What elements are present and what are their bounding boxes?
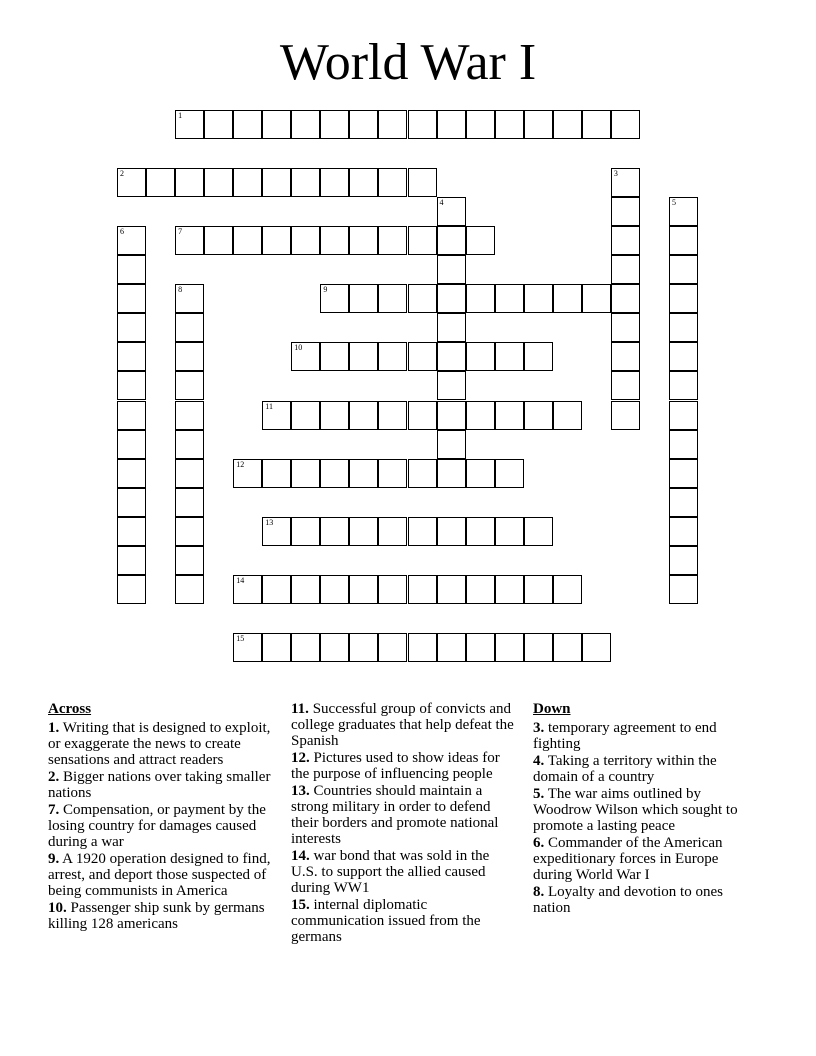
grid-cell[interactable] [437,430,466,459]
grid-cell[interactable] [553,401,582,430]
grid-cell[interactable] [378,633,407,662]
grid-cell[interactable] [466,459,495,488]
grid-cell[interactable] [611,197,640,226]
clue-item-text: internal diplomatic communication issued from the germans [291,897,481,945]
clue-item-number: 2. [48,769,60,785]
grid-cell[interactable] [437,401,466,430]
clue-item-number: 3. [533,720,545,736]
grid-cell[interactable] [117,371,146,400]
clue-number: 7 [178,227,183,237]
grid-cell[interactable] [117,517,146,546]
grid-cell[interactable] [437,255,466,284]
grid-cell[interactable] [582,284,611,313]
grid-cell[interactable] [175,168,204,197]
grid-cell[interactable] [669,313,698,342]
grid-cell[interactable] [611,110,640,139]
across-clue-list [48,720,280,932]
grid-cell[interactable] [320,342,349,371]
grid-cell[interactable] [291,633,320,662]
grid-cell[interactable] [378,517,407,546]
grid-cell[interactable] [233,168,262,197]
grid-cell[interactable] [669,575,698,604]
grid-cell[interactable] [233,459,262,488]
grid-cell[interactable] [146,168,175,197]
clue-number: 12 [236,459,245,469]
grid-cell[interactable] [437,284,466,313]
clue-item [48,720,280,768]
grid-cell[interactable] [175,371,204,400]
across-clues-column-continued [291,701,519,946]
grid-cell[interactable] [408,517,437,546]
clue-item-number: 8. [533,884,545,900]
grid-cell[interactable] [378,226,407,255]
grid-cell[interactable] [291,226,320,255]
clue-item-number: 13. [291,783,310,799]
grid-cell[interactable] [408,168,437,197]
grid-cell[interactable] [262,168,291,197]
clue-number: 15 [236,633,245,643]
grid-cell[interactable] [117,284,146,313]
grid-cell[interactable] [495,284,524,313]
clue-item [533,884,761,916]
grid-cell[interactable] [349,401,378,430]
grid-cell[interactable] [117,575,146,604]
clue-item-number: 11. [291,701,309,717]
grid-cell[interactable] [437,371,466,400]
clue-item-text: Countries should maintain a strong military in order to defend their borders and promote national interests [291,783,499,847]
across-heading: Across [48,701,92,717]
grid-cell[interactable] [291,401,320,430]
grid-cell[interactable] [669,401,698,430]
down-heading: Down [533,701,571,717]
grid-cell[interactable] [408,401,437,430]
grid-cell[interactable] [437,110,466,139]
grid-cell[interactable] [495,459,524,488]
clue-item-text: Taking a territory within the domain of a country [533,753,717,785]
grid-cell[interactable] [582,633,611,662]
grid-cell[interactable] [669,430,698,459]
clue-item [48,900,280,932]
grid-cell[interactable] [611,313,640,342]
grid-cell[interactable] [466,517,495,546]
clue-item-text: Compensation, or payment by the losing country for damages caused during a war [48,802,266,850]
grid-cell[interactable] [349,110,378,139]
grid-cell[interactable] [349,342,378,371]
clue-item [533,753,761,785]
grid-cell[interactable] [553,284,582,313]
grid-cell[interactable] [495,517,524,546]
clue-item [48,802,280,850]
grid-cell[interactable] [408,226,437,255]
clue-item [291,783,519,847]
grid-cell[interactable] [175,342,204,371]
grid-cell[interactable] [524,575,553,604]
clue-item-number: 5. [533,786,545,802]
clue-item-number: 9. [48,851,60,867]
grid-cell[interactable] [233,226,262,255]
grid-cell[interactable] [204,110,233,139]
grid-cell[interactable] [378,342,407,371]
clue-item [291,897,519,945]
grid-cell[interactable] [378,401,407,430]
grid-cell[interactable] [524,342,553,371]
clue-item-number: 7. [48,802,60,818]
grid-cell[interactable] [611,342,640,371]
grid-cell[interactable] [466,110,495,139]
grid-cell[interactable] [466,342,495,371]
clue-item-text: Commander of the American expeditionary forces in Europe during World War I [533,835,723,883]
clue-item-text: The war aims outlined by Woodrow Wilson which sought to promote a lasting peace [533,786,738,834]
clue-number: 5 [671,198,676,208]
grid-cell[interactable] [611,168,640,197]
grid-cell[interactable] [669,342,698,371]
clue-item-number: 10. [48,900,67,916]
clue-item [533,720,761,752]
clue-number: 10 [294,343,303,353]
clue-item-text: Writing that is designed to exploit, or exaggerate the news to create sensations and attract readers [48,720,271,768]
grid-cell[interactable] [175,430,204,459]
grid-cell[interactable] [262,459,291,488]
clue-item [533,835,761,883]
grid-cell[interactable] [320,517,349,546]
grid-cell[interactable] [466,284,495,313]
grid-cell[interactable] [291,459,320,488]
grid-cell[interactable] [349,575,378,604]
grid-cell[interactable] [175,226,204,255]
grid-cell[interactable] [408,110,437,139]
grid-cell[interactable] [466,575,495,604]
grid-cell[interactable] [117,313,146,342]
clue-item-text: Bigger nations over taking smaller nations [48,769,271,801]
clue-item-text: Pictures used to show ideas for the purpose of influencing people [291,750,500,782]
clue-item [291,750,519,782]
grid-cell[interactable] [408,633,437,662]
grid-cell[interactable] [495,342,524,371]
grid-cell[interactable] [175,517,204,546]
grid-cell[interactable] [291,517,320,546]
grid-cell[interactable] [117,488,146,517]
grid-cell[interactable] [524,633,553,662]
grid-cell[interactable] [466,226,495,255]
clue-number: 3 [613,169,618,179]
grid-cell[interactable] [495,633,524,662]
grid-cell[interactable] [175,401,204,430]
grid-cell[interactable] [291,342,320,371]
grid-cell[interactable] [669,459,698,488]
grid-cell[interactable] [262,633,291,662]
clue-number: 6 [120,227,124,237]
clue-item [48,769,280,801]
grid-cell[interactable] [320,110,349,139]
grid-cell[interactable] [175,575,204,604]
clue-item [48,851,280,899]
grid-cell[interactable] [117,546,146,575]
grid-cell[interactable] [466,401,495,430]
grid-cell[interactable] [524,517,553,546]
grid-cell[interactable] [233,633,262,662]
grid-cell[interactable] [349,517,378,546]
grid-cell[interactable] [378,459,407,488]
grid-cell[interactable] [378,284,407,313]
clue-item-text: Successful group of convicts and college graduates that help defeat the Spanish [291,701,514,749]
grid-cell[interactable] [611,401,640,430]
grid-cell[interactable] [175,546,204,575]
grid-cell[interactable] [437,313,466,342]
clue-item-text: A 1920 operation designed to find, arrest, and deport those suspected of being communists in America [48,851,271,899]
grid-cell[interactable] [117,459,146,488]
grid-cell[interactable] [204,226,233,255]
grid-cell[interactable] [437,226,466,255]
across-clue-list-continued [291,701,519,945]
grid-cell[interactable] [349,168,378,197]
grid-cell[interactable] [553,575,582,604]
grid-cell[interactable] [524,401,553,430]
grid-cell[interactable] [320,459,349,488]
grid-cell[interactable] [233,110,262,139]
puzzle-title: World War I [279,34,537,91]
grid-cell[interactable] [262,226,291,255]
clue-item-number: 4. [533,753,545,769]
grid-cell[interactable] [175,110,204,139]
grid-cell[interactable] [117,226,146,255]
grid-cell[interactable] [437,575,466,604]
grid-cell[interactable] [320,226,349,255]
grid-cell[interactable] [175,284,204,313]
clue-number: 11 [265,401,273,411]
grid-cell[interactable] [320,168,349,197]
grid-cell[interactable] [117,430,146,459]
grid-cell[interactable] [349,459,378,488]
grid-cell[interactable] [669,488,698,517]
clue-item-text: Passenger ship sunk by germans killing 128 americans [48,900,265,932]
grid-cell[interactable] [117,255,146,284]
grid-cell[interactable] [378,168,407,197]
grid-cell[interactable] [611,255,640,284]
grid-cell[interactable] [437,342,466,371]
clue-item-number: 12. [291,750,310,766]
grid-cell[interactable] [553,110,582,139]
clue-number: 1 [178,111,183,120]
down-clues-column [533,701,761,917]
grid-cell[interactable] [233,575,262,604]
clue-item-number: 1. [48,720,60,736]
grid-cell[interactable] [669,284,698,313]
clue-item-number: 15. [291,897,310,913]
grid-cell[interactable] [378,110,407,139]
grid-cell[interactable] [669,371,698,400]
grid-cell[interactable] [175,459,204,488]
grid-cell[interactable] [320,401,349,430]
grid-cell[interactable] [408,342,437,371]
clue-item-number: 14. [291,848,310,864]
grid-cell[interactable] [117,401,146,430]
grid-cell[interactable] [262,575,291,604]
grid-cell[interactable] [117,168,146,197]
down-clue-list [533,720,761,916]
grid-cell[interactable] [669,197,698,226]
grid-cell[interactable] [524,284,553,313]
clue-item [533,786,761,834]
clue-number: 14 [236,575,245,585]
grid-cell[interactable] [524,110,553,139]
grid-cell[interactable] [378,575,407,604]
grid-cell[interactable] [611,284,640,313]
clue-number: 13 [265,517,274,527]
across-clues-column [48,701,280,933]
clue-item [291,701,519,749]
clue-item-text: Loyalty and devotion to ones nation [533,884,723,916]
grid-cell[interactable] [669,546,698,575]
grid-cell[interactable] [408,575,437,604]
clue-number: 2 [120,169,124,179]
grid-cell[interactable] [611,226,640,255]
clue-item-text: temporary agreement to end fighting [533,720,717,752]
grid-cell[interactable] [320,575,349,604]
grid-cell[interactable] [320,284,349,313]
grid-cell[interactable] [408,459,437,488]
grid-cell[interactable] [349,284,378,313]
grid-cell[interactable] [437,517,466,546]
grid-cell[interactable] [437,197,466,226]
grid-cell[interactable] [262,110,291,139]
grid-cell[interactable] [291,575,320,604]
grid-cell[interactable] [669,517,698,546]
grid-cell[interactable] [437,459,466,488]
grid-cell[interactable] [175,313,204,342]
clue-number: 4 [439,198,444,208]
grid-cell[interactable] [553,633,582,662]
clue-item [291,848,519,896]
clue-number: 8 [178,285,183,295]
clue-item-number: 6. [533,835,545,851]
grid-cell[interactable] [291,168,320,197]
grid-cell[interactable] [262,517,291,546]
grid-cell[interactable] [495,110,524,139]
grid-cell[interactable] [495,401,524,430]
grid-cell[interactable] [466,633,495,662]
grid-cell[interactable] [669,255,698,284]
grid-cell[interactable] [582,110,611,139]
grid-cell[interactable] [611,371,640,400]
grid-cell[interactable] [349,226,378,255]
grid-cell[interactable] [349,633,378,662]
grid-cell[interactable] [408,284,437,313]
clue-item-text: war bond that was sold in the U.S. to support the allied caused during WW1 [291,848,490,896]
grid-cell[interactable] [669,226,698,255]
grid-cell[interactable] [291,110,320,139]
grid-cell[interactable] [495,575,524,604]
grid-cell[interactable] [175,488,204,517]
grid-cell[interactable] [117,342,146,371]
clue-number: 9 [323,285,328,295]
grid-cell[interactable] [437,633,466,662]
grid-cell[interactable] [204,168,233,197]
grid-cell[interactable] [320,633,349,662]
grid-cell[interactable] [262,401,291,430]
